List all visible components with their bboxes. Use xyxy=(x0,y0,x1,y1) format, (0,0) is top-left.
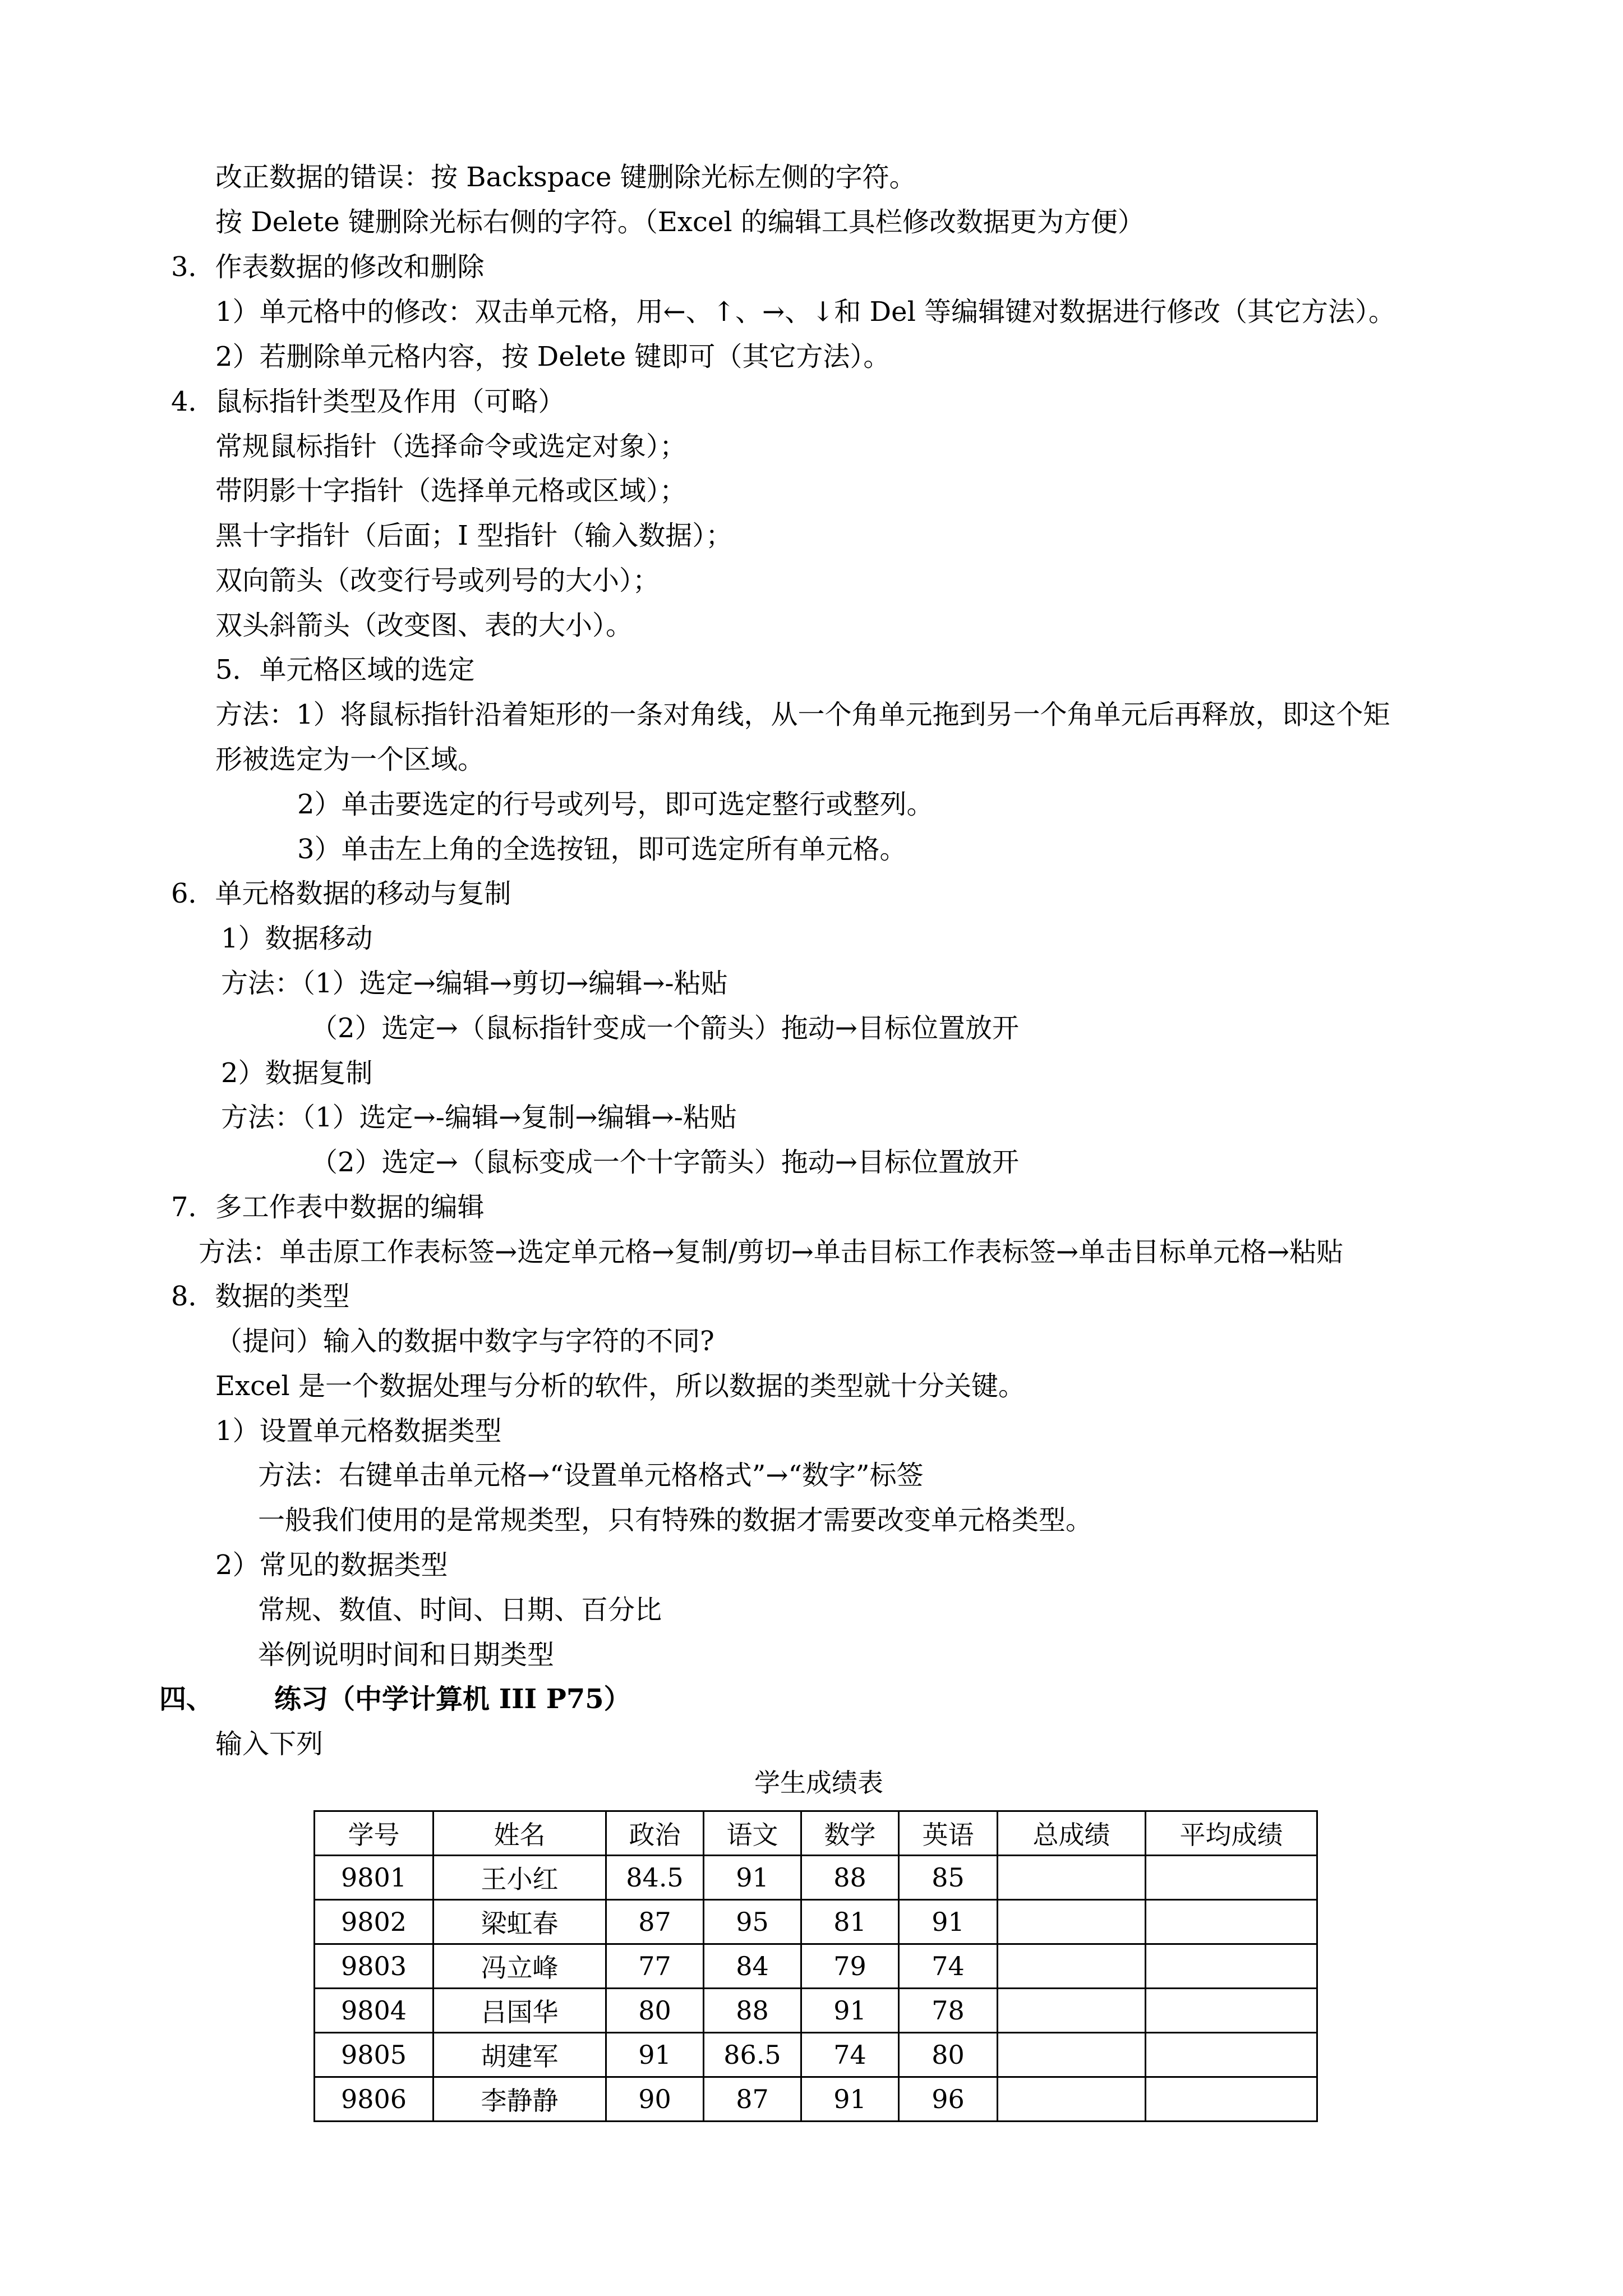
text-line: 形被选定为一个区域。 xyxy=(215,744,485,775)
table-cell: 86.5 xyxy=(704,2033,801,2077)
section-heading: 6．单元格数据的移动与复制 xyxy=(171,878,511,909)
text-line: Excel 是一个数据处理与分析的软件，所以数据的类型就十分关键。 xyxy=(215,1370,1026,1402)
text-line: 方法：（1）选定→-编辑→复制→编辑→-粘贴 xyxy=(221,1102,737,1133)
text-line: 1）数据移动 xyxy=(221,923,373,954)
text-line: 方法：（1）选定→编辑→剪切→编辑→-粘贴 xyxy=(221,968,728,999)
table-cell: 9804 xyxy=(315,1989,434,2033)
table-cell: 84.5 xyxy=(606,1856,704,1900)
table-cell: 91 xyxy=(801,2077,899,2122)
exercise-heading: 练习（中学计算机 III P75） xyxy=(274,1683,631,1715)
table-cell xyxy=(1146,1989,1317,2033)
table-cell xyxy=(998,1900,1146,1944)
table-cell: 90 xyxy=(606,2077,704,2122)
table-cell xyxy=(998,2033,1146,2077)
table-cell: 74 xyxy=(899,1944,998,1989)
text-line: 改正数据的错误：按 Backspace 键删除光标左侧的字符。 xyxy=(215,162,916,193)
section-heading: 4．鼠标指针类型及作用（可略） xyxy=(171,386,565,417)
table-cell: 80 xyxy=(606,1989,704,2033)
table-cell xyxy=(1146,1944,1317,1989)
text-line: 2）单击要选定的行号或列号，即可选定整行或整列。 xyxy=(297,789,934,820)
table-cell: 梁虹春 xyxy=(434,1900,606,1944)
table-caption: 学生成绩表 xyxy=(754,1768,883,1798)
table-cell: 88 xyxy=(704,1989,801,2033)
text-line: （2）选定→（鼠标变成一个十字箭头）拖动→目标位置放开 xyxy=(311,1147,1019,1178)
table-cell: 吕国华 xyxy=(434,1989,606,2033)
table-row xyxy=(315,1900,1317,1944)
table-cell: 王小红 xyxy=(434,1856,606,1900)
table-cell xyxy=(998,2077,1146,2122)
table-cell xyxy=(1146,2033,1317,2077)
table-cell: 87 xyxy=(704,2077,801,2122)
text-line: 常规鼠标指针（选择命令或选定对象）； xyxy=(215,431,687,462)
section-heading: 8．数据的类型 xyxy=(171,1281,350,1312)
table-header-row xyxy=(315,1811,1317,1856)
text-line: 方法：1）将鼠标指针沿着矩形的一条对角线，从一个角单元拖到另一个角单元后再释放，即这个矩 xyxy=(215,699,1390,730)
table-cell xyxy=(1146,1900,1317,1944)
table-cell: 9802 xyxy=(315,1900,434,1944)
table-cell: 81 xyxy=(801,1900,899,1944)
table-cell: 91 xyxy=(704,1856,801,1900)
text-line: 举例说明时间和日期类型 xyxy=(258,1639,555,1671)
text-line: 1）设置单元格数据类型 xyxy=(215,1415,502,1447)
section-heading: 3．作表数据的修改和删除 xyxy=(171,251,485,283)
table-cell: 95 xyxy=(704,1900,801,1944)
table-cell: 79 xyxy=(801,1944,899,1989)
table-row xyxy=(315,2077,1317,2122)
header-cell: 姓名 xyxy=(434,1811,606,1856)
table-row xyxy=(315,1856,1317,1900)
table-cell: 9805 xyxy=(315,2033,434,2077)
text-line: 2）常见的数据类型 xyxy=(215,1549,448,1581)
text-line: 双向箭头（改变行号或列号的大小）； xyxy=(215,565,660,596)
table-cell: 80 xyxy=(899,2033,998,2077)
table-cell xyxy=(998,1989,1146,2033)
section-heading: 5．单元格区域的选定 xyxy=(215,654,475,685)
header-cell: 平均成绩 xyxy=(1146,1811,1317,1856)
text-line: 一般我们使用的是常规类型，只有特殊的数据才需要改变单元格类型。 xyxy=(258,1504,1093,1536)
table-cell: 9803 xyxy=(315,1944,434,1989)
table-row xyxy=(315,1944,1317,1989)
table-cell: 李静静 xyxy=(434,2077,606,2122)
table-cell xyxy=(1146,2077,1317,2122)
table-cell: 9806 xyxy=(315,2077,434,2122)
table-cell: 74 xyxy=(801,2033,899,2077)
text-line: 带阴影十字指针（选择单元格或区域）； xyxy=(215,475,687,507)
table-cell: 84 xyxy=(704,1944,801,1989)
grades-table xyxy=(313,1810,1318,2122)
text-line: 双头斜箭头（改变图、表的大小）。 xyxy=(215,610,633,641)
text-line: 1）单元格中的修改：双击单元格，用←、↑、→、↓和 Del 等编辑键对数据进行修改（其它方法）。 xyxy=(215,296,1396,328)
text-line: 2）数据复制 xyxy=(221,1057,373,1089)
table-cell: 85 xyxy=(899,1856,998,1900)
exercise-number: 四、 xyxy=(159,1683,214,1715)
table-cell: 胡建军 xyxy=(434,2033,606,2077)
table-cell: 9801 xyxy=(315,1856,434,1900)
header-cell: 政治 xyxy=(606,1811,704,1856)
table-cell: 87 xyxy=(606,1900,704,1944)
text-line: 2）若删除单元格内容，按 Delete 键即可（其它方法）。 xyxy=(215,341,891,372)
table-cell: 91 xyxy=(606,2033,704,2077)
section-heading: 7．多工作表中数据的编辑 xyxy=(171,1191,485,1223)
table-cell: 冯立峰 xyxy=(434,1944,606,1989)
table-cell: 91 xyxy=(801,1989,899,2033)
table-cell: 88 xyxy=(801,1856,899,1900)
header-cell: 语文 xyxy=(704,1811,801,1856)
text-line: 按 Delete 键删除光标右侧的字符。（Excel 的编辑工具栏修改数据更为方便） xyxy=(215,206,1145,238)
table-cell: 77 xyxy=(606,1944,704,1989)
table-cell: 91 xyxy=(899,1900,998,1944)
table-cell xyxy=(998,1856,1146,1900)
table-cell xyxy=(1146,1856,1317,1900)
table-row xyxy=(315,2033,1317,2077)
table-row xyxy=(315,1989,1317,2033)
table-cell: 78 xyxy=(899,1989,998,2033)
text-line: （2）选定→（鼠标指针变成一个箭头）拖动→目标位置放开 xyxy=(311,1013,1019,1044)
text-line: 黑十字指针（后面；I 型指针（输入数据）； xyxy=(215,520,733,551)
text-line: 输入下列 xyxy=(215,1728,324,1760)
header-cell: 英语 xyxy=(899,1811,998,1856)
text-line: （提问）输入的数据中数字与字符的不同? xyxy=(215,1326,714,1357)
table-cell xyxy=(998,1944,1146,1989)
text-line: 方法：单击原工作表标签→选定单元格→复制/剪切→单击目标工作表标签→单击目标单元格→粘贴 xyxy=(199,1236,1344,1268)
header-cell: 总成绩 xyxy=(998,1811,1146,1856)
text-line: 方法：右键单击单元格→“设置单元格格式”→“数字”标签 xyxy=(258,1460,924,1491)
header-cell: 数学 xyxy=(801,1811,899,1856)
text-line: 常规、数值、时间、日期、百分比 xyxy=(258,1594,662,1626)
table-cell: 96 xyxy=(899,2077,998,2122)
text-line: 3）单击左上角的全选按钮，即可选定所有单元格。 xyxy=(297,834,907,865)
header-cell: 学号 xyxy=(315,1811,434,1856)
